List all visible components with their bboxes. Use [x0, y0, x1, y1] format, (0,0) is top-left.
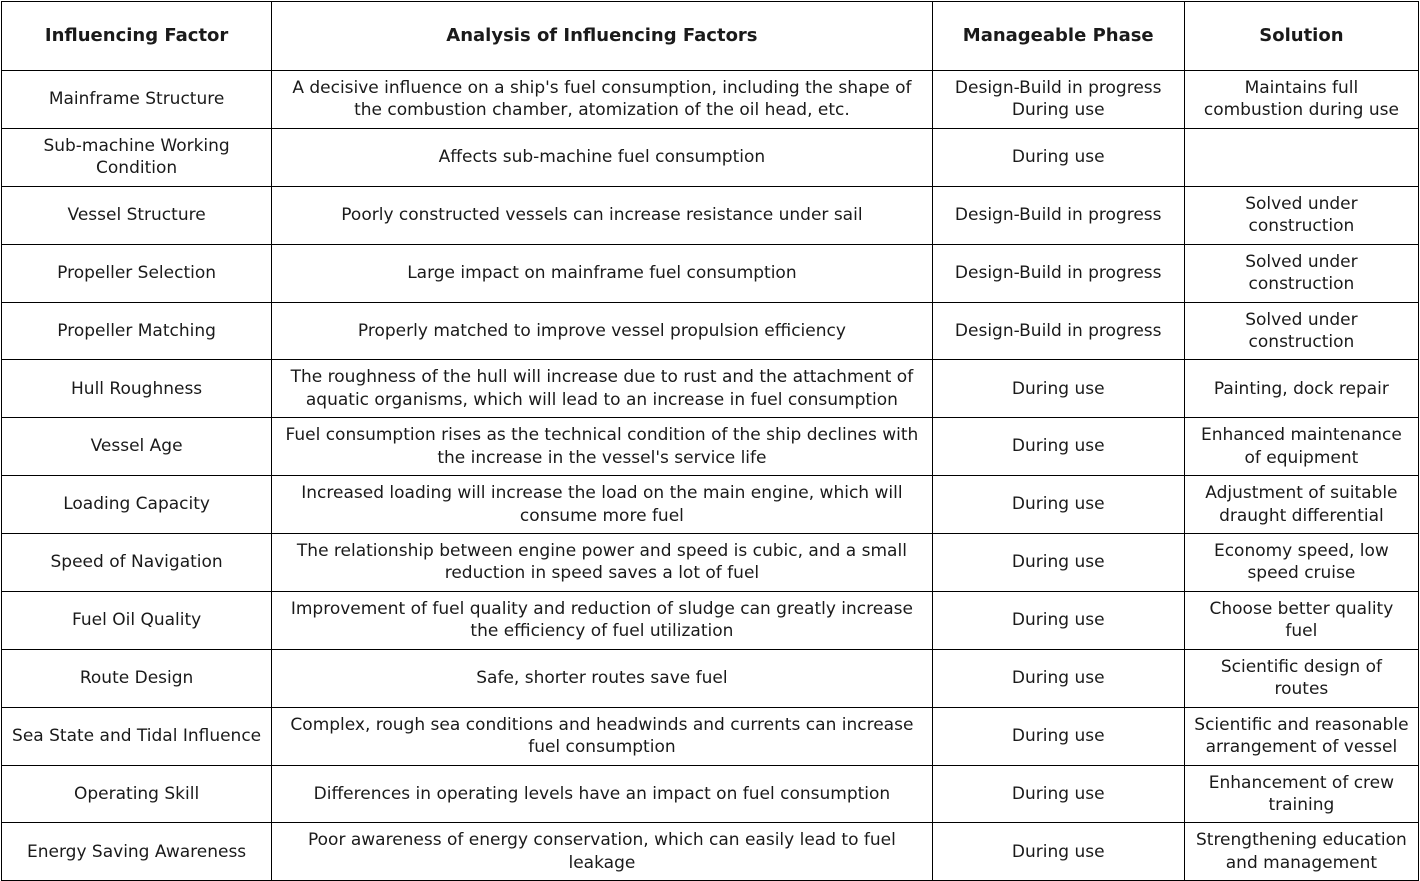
column-header-influencing-factor: Influencing Factor — [2, 2, 272, 71]
influencing-factors-table — [1, 1, 1419, 881]
table-row — [2, 591, 1419, 649]
cell-solution: Scientific design of routes — [1184, 649, 1418, 707]
cell-analysis: Affects sub-machine fuel consumption — [272, 128, 932, 186]
table-row — [2, 128, 1419, 186]
factors-table-container — [0, 1, 1420, 873]
cell-manageable-phase: Design-Build in progress During use — [932, 71, 1184, 129]
cell-manageable-phase: During use — [932, 707, 1184, 765]
cell-influencing-factor: Loading Capacity — [2, 476, 272, 534]
table-header-row — [2, 2, 1419, 71]
table-row — [2, 360, 1419, 418]
cell-analysis: Increased loading will increase the load on the main engine, which will consume more fuel — [272, 476, 932, 534]
table-row — [2, 649, 1419, 707]
table-row — [2, 476, 1419, 534]
cell-analysis: A decisive influence on a ship's fuel consumption, including the shape of the combustion chamber, atomization of the oil head, etc. — [272, 71, 932, 129]
cell-solution: Choose better quality fuel — [1184, 591, 1418, 649]
table-row — [2, 186, 1419, 244]
column-header-analysis: Analysis of Influencing Factors — [272, 2, 932, 71]
cell-solution: Maintains full combustion during use — [1184, 71, 1418, 129]
cell-analysis: Complex, rough sea conditions and headwinds and currents can increase fuel consumption — [272, 707, 932, 765]
cell-influencing-factor: Sub-machine Working Condition — [2, 128, 272, 186]
cell-solution: Enhanced maintenance of equipment — [1184, 418, 1418, 476]
cell-manageable-phase: During use — [932, 476, 1184, 534]
cell-solution: Solved under construction — [1184, 186, 1418, 244]
table-row — [2, 707, 1419, 765]
table-row — [2, 302, 1419, 360]
cell-influencing-factor: Operating Skill — [2, 765, 272, 823]
cell-analysis: Safe, shorter routes save fuel — [272, 649, 932, 707]
cell-analysis: Differences in operating levels have an impact on fuel consumption — [272, 765, 932, 823]
cell-manageable-phase: During use — [932, 649, 1184, 707]
cell-solution: Adjustment of suitable draught differential — [1184, 476, 1418, 534]
cell-analysis: The roughness of the hull will increase due to rust and the attachment of aquatic organisms, which will lead to an increase in fuel consumption — [272, 360, 932, 418]
cell-influencing-factor: Hull Roughness — [2, 360, 272, 418]
cell-analysis: The relationship between engine power and speed is cubic, and a small reduction in speed saves a lot of fuel — [272, 534, 932, 592]
table-row — [2, 418, 1419, 476]
cell-manageable-phase: During use — [932, 765, 1184, 823]
table-body — [2, 71, 1419, 881]
cell-manageable-phase: During use — [932, 418, 1184, 476]
table-header — [2, 2, 1419, 71]
table-row — [2, 765, 1419, 823]
table-row — [2, 534, 1419, 592]
column-header-solution: Solution — [1184, 2, 1418, 71]
cell-influencing-factor: Route Design — [2, 649, 272, 707]
cell-influencing-factor: Speed of Navigation — [2, 534, 272, 592]
cell-influencing-factor: Vessel Age — [2, 418, 272, 476]
cell-manageable-phase: Design-Build in progress — [932, 302, 1184, 360]
cell-manageable-phase: During use — [932, 823, 1184, 881]
cell-solution — [1184, 128, 1418, 186]
cell-influencing-factor: Energy Saving Awareness — [2, 823, 272, 881]
cell-analysis: Large impact on mainframe fuel consumption — [272, 244, 932, 302]
cell-influencing-factor: Sea State and Tidal Influence — [2, 707, 272, 765]
cell-analysis: Fuel consumption rises as the technical condition of the ship declines with the increase in the vessel's service life — [272, 418, 932, 476]
table-row — [2, 71, 1419, 129]
table-row — [2, 244, 1419, 302]
table-row — [2, 823, 1419, 881]
cell-influencing-factor: Propeller Selection — [2, 244, 272, 302]
cell-influencing-factor: Mainframe Structure — [2, 71, 272, 129]
cell-analysis: Improvement of fuel quality and reduction of sludge can greatly increase the efficiency of fuel utilization — [272, 591, 932, 649]
cell-analysis: Poorly constructed vessels can increase resistance under sail — [272, 186, 932, 244]
cell-solution: Strengthening education and management — [1184, 823, 1418, 881]
cell-solution: Economy speed, low speed cruise — [1184, 534, 1418, 592]
cell-manageable-phase: Design-Build in progress — [932, 244, 1184, 302]
cell-influencing-factor: Fuel Oil Quality — [2, 591, 272, 649]
cell-manageable-phase: Design-Build in progress — [932, 186, 1184, 244]
column-header-manageable-phase: Manageable Phase — [932, 2, 1184, 71]
cell-analysis: Properly matched to improve vessel propulsion efficiency — [272, 302, 932, 360]
cell-solution: Solved under construction — [1184, 244, 1418, 302]
cell-solution: Painting, dock repair — [1184, 360, 1418, 418]
cell-manageable-phase: During use — [932, 591, 1184, 649]
cell-manageable-phase: During use — [932, 128, 1184, 186]
cell-influencing-factor: Propeller Matching — [2, 302, 272, 360]
cell-influencing-factor: Vessel Structure — [2, 186, 272, 244]
cell-solution: Enhancement of crew training — [1184, 765, 1418, 823]
cell-manageable-phase: During use — [932, 534, 1184, 592]
cell-manageable-phase: During use — [932, 360, 1184, 418]
cell-analysis: Poor awareness of energy conservation, which can easily lead to fuel leakage — [272, 823, 932, 881]
cell-solution: Scientific and reasonable arrangement of vessel — [1184, 707, 1418, 765]
cell-solution: Solved under construction — [1184, 302, 1418, 360]
